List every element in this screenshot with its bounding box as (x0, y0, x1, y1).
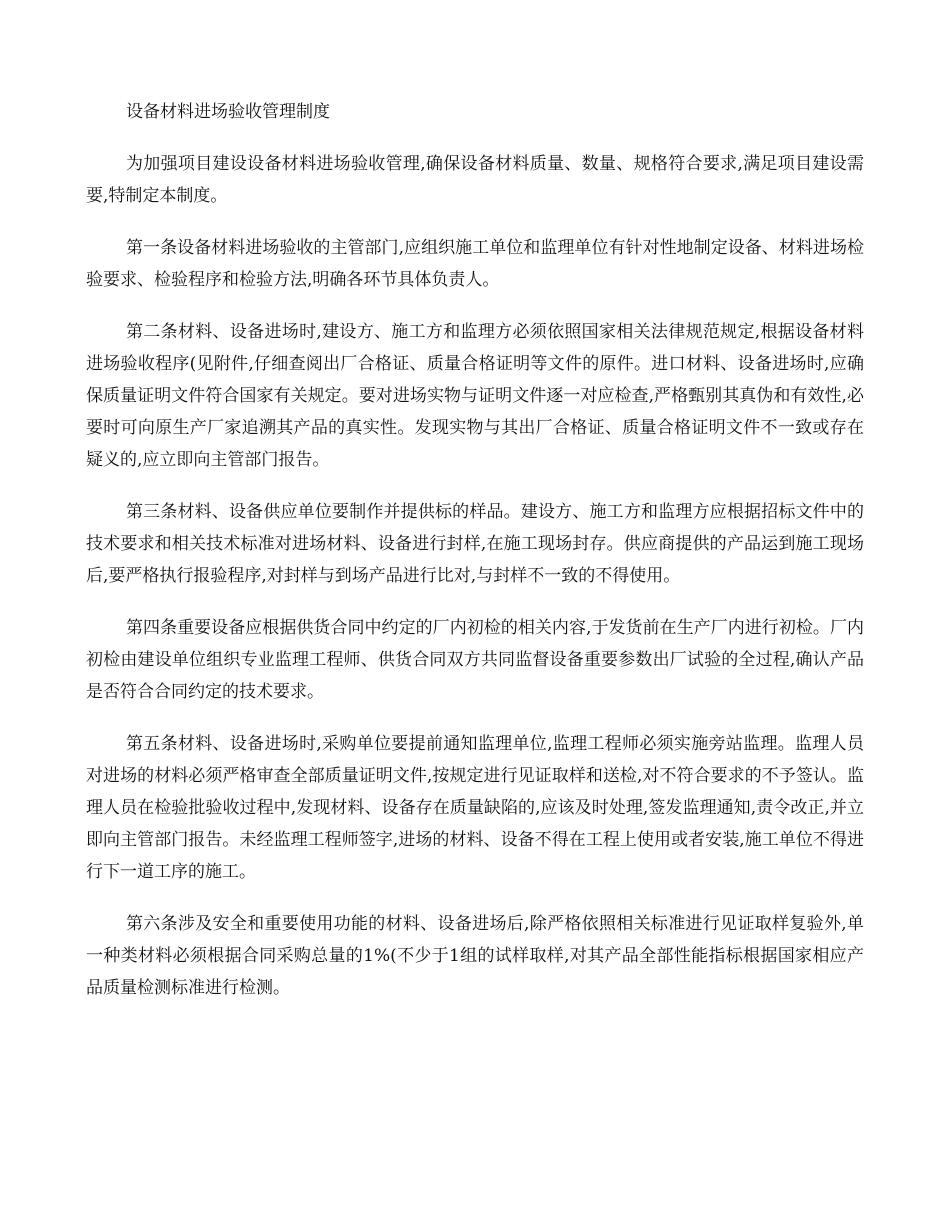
article-6-paragraph: 第六条涉及安全和重要使用功能的材料、设备进场后,除严格依照相关标准进行见证取样复验外,单一种类材料必须根据合同采购总量的1%(不少于1组的试样取样,对其产品全部性能指标根据国家相应产品质量检测标准进行检测。 (86, 914, 864, 998)
article-2-paragraph: 第二条材料、设备进场时,建设方、施工方和监理方必须依照国家相关法律规范规定,根据设备材料进场验收程序(见附件,仔细查阅出厂合格证、质量合格证明等文件的原件。进口材料、设备进场时,应确保质量证明文件符合国家有关规定。要对进场实物与证明文件逐一对应检查,严格甄别其真伪和有效性,必要时可向原生产厂家追溯其产品的真实性。发现实物与其出厂合格证、质量合格证明文件不一致或存在疑义的,应立即向主管部门报告。 (86, 322, 864, 470)
intro-paragraph: 为加强项目建设设备材料进场验收管理,确保设备材料质量、数量、规格符合要求,满足项目建设需要,特制定本制度。 (86, 154, 864, 206)
document-body (86, 96, 864, 1024)
article-5-paragraph: 第五条材料、设备进场时,采购单位要提前通知监理单位,监理工程师必须实施旁站监理。监理人员对进场的材料必须严格审查全部质量证明文件,按规定进行见证取样和送检,对不符合要求的不予签认。监理人员在检验批验收过程中,发现材料、设备存在质量缺陷的,应该及时处理,签发监理通知,责令改正,并立即向主管部门报告。未经监理工程师签字,进场的材料、设备不得在工程上使用或者安装,施工单位不得进行下一道工序的施工。 (86, 734, 864, 882)
article-3-paragraph: 第三条材料、设备供应单位要制作并提供标的样品。建设方、施工方和监理方应根据招标文件中的技术要求和相关技术标准对进场材料、设备进行封样,在施工现场封存。供应商提供的产品运到施工现场后,要严格执行报验程序,对封样与到场产品进行比对,与封样不一致的不得使用。 (86, 502, 864, 586)
document-title: 设备材料进场验收管理制度 (126, 102, 330, 122)
article-1-paragraph: 第一条设备材料进场验收的主管部门,应组织施工单位和监理单位有针对性地制定设备、材料进场检验要求、检验程序和检验方法,明确各环节具体负责人。 (86, 238, 864, 290)
article-4-paragraph: 第四条重要设备应根据供货合同中约定的厂内初检的相关内容,于发货前在生产厂内进行初检。厂内初检由建设单位组织专业监理工程师、供货合同双方共同监督设备重要参数出厂试验的全过程,确认产品是否符合合同约定的技术要求。 (86, 618, 864, 702)
